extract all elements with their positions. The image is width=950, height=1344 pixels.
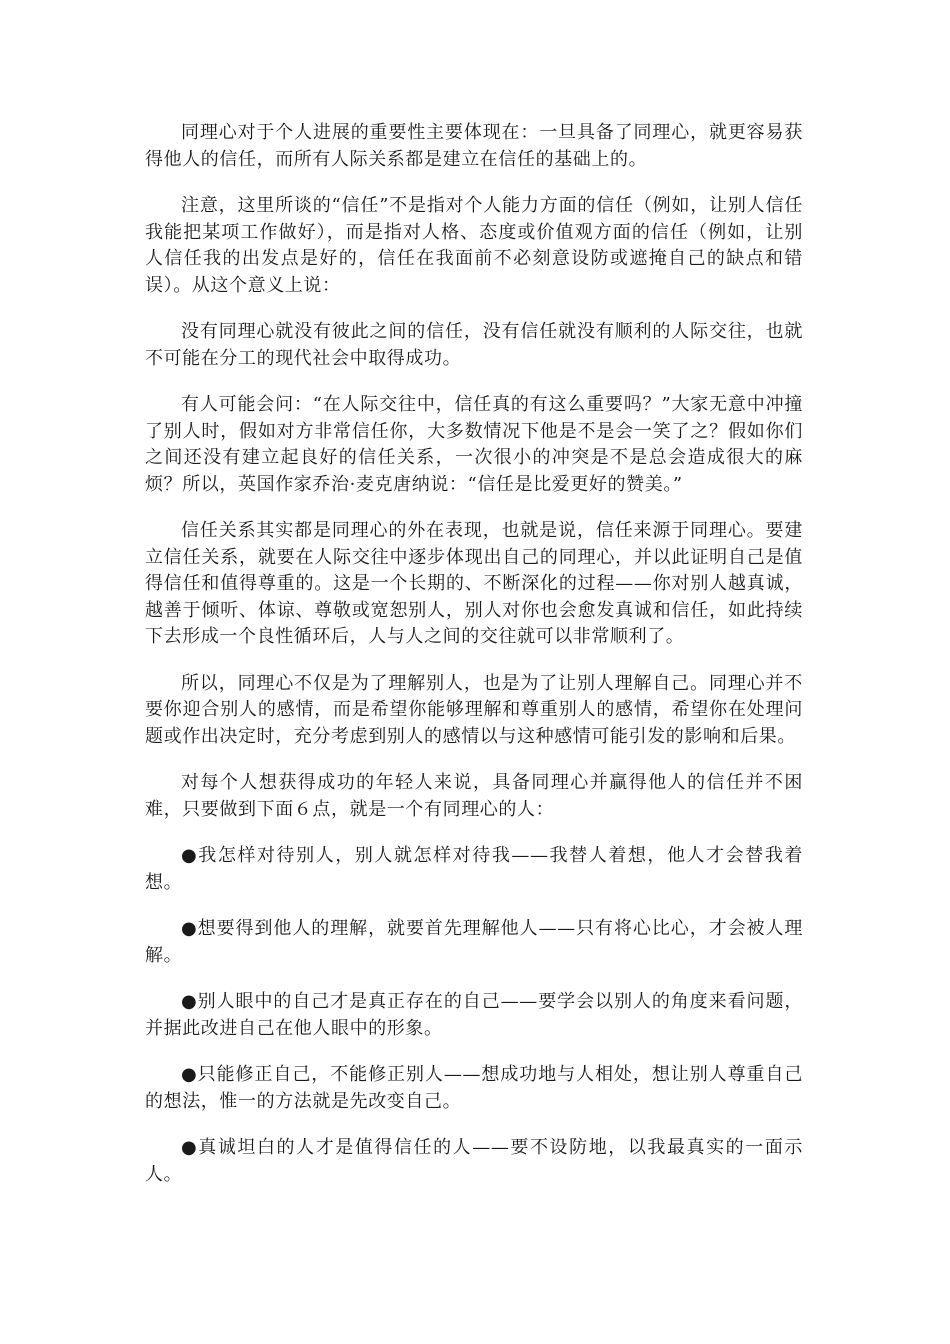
bullet-item-1: ●我怎样对待别人，别人就怎样对待我——我替人着想，他人才会替我着想。 (145, 845, 803, 893)
bullet-item-5: ●真诚坦白的人才是值得信任的人——要不设防地，以我最真实的一面示人。 (145, 1137, 803, 1185)
document-page (145, 120, 803, 1208)
bullet-item-3: ●别人眼中的自己才是真正存在的自己——要学会以别人的角度来看问题，并据此改进自己在他人眼中的形象。 (145, 991, 803, 1039)
paragraph-3: 没有同理心就没有彼此之间的信任，没有信任就没有顺利的人际交往，也就不可能在分工的现代社会中取得成功。 (145, 321, 803, 369)
paragraph-5: 信任关系其实都是同理心的外在表现，也就是说，信任来源于同理心。要建立信任关系，就要在人际交往中逐步体现出自己的同理心，并以此证明自己是值得信任和值得尊重的。这是一个长期的、不断深化的过程——你对别人越真诚，越善于倾听、体谅、尊敬或宽恕别人，别人对你也会愈发真诚和信任，如此持续下去形成一个良性循环后，人与人之间的交往就可以非常顺利了。 (145, 520, 803, 647)
paragraph-6: 所以，同理心不仅是为了理解别人，也是为了让别人理解自己。同理心并不要你迎合别人的感情，而是希望你能够理解和尊重别人的感情，希望你在处理问题或作出决定时，充分考虑到别人的感情以与这种感情可能引发的影响和后果。 (145, 672, 803, 747)
paragraph-2: 注意，这里所谈的“信任”不是指对个人能力方面的信任（例如，让别人信任我能把某项工作做好），而是指对人格、态度或价值观方面的信任（例如，让别人信任我的出发点是好的，信任在我面前不必刻意设防或遮掩自己的缺点和错误）。从这个意义上说： (145, 195, 803, 296)
bullet-item-4: ●只能修正自己，不能修正别人——想成功地与人相处，想让别人尊重自己的想法，惟一的方法就是先改变自己。 (145, 1064, 803, 1112)
paragraph-1: 同理心对于个人进展的重要性主要体现在：一旦具备了同理心，就更容易获得他人的信任，而所有人际关系都是建立在信任的基础上的。 (145, 122, 803, 170)
paragraph-7: 对每个人想获得成功的年轻人来说，具备同理心并赢得他人的信任并不困难，只要做到下面６点，就是一个有同理心的人： (145, 772, 803, 820)
paragraph-4: 有人可能会问：“在人际交往中，信任真的有这么重要吗？”大家无意中冲撞了别人时，假如对方非常信任你，大多数情况下他是不是会一笑了之？假如你们之间还没有建立起良好的信任关系，一次很小的冲突是不是总会造成很大的麻烦？所以，英国作家乔治·麦克唐纳说：“信任是比爱更好的赞美。” (145, 394, 803, 495)
bullet-item-2: ●想要得到他人的理解，就要首先理解他人——只有将心比心，才会被人理解。 (145, 918, 803, 966)
